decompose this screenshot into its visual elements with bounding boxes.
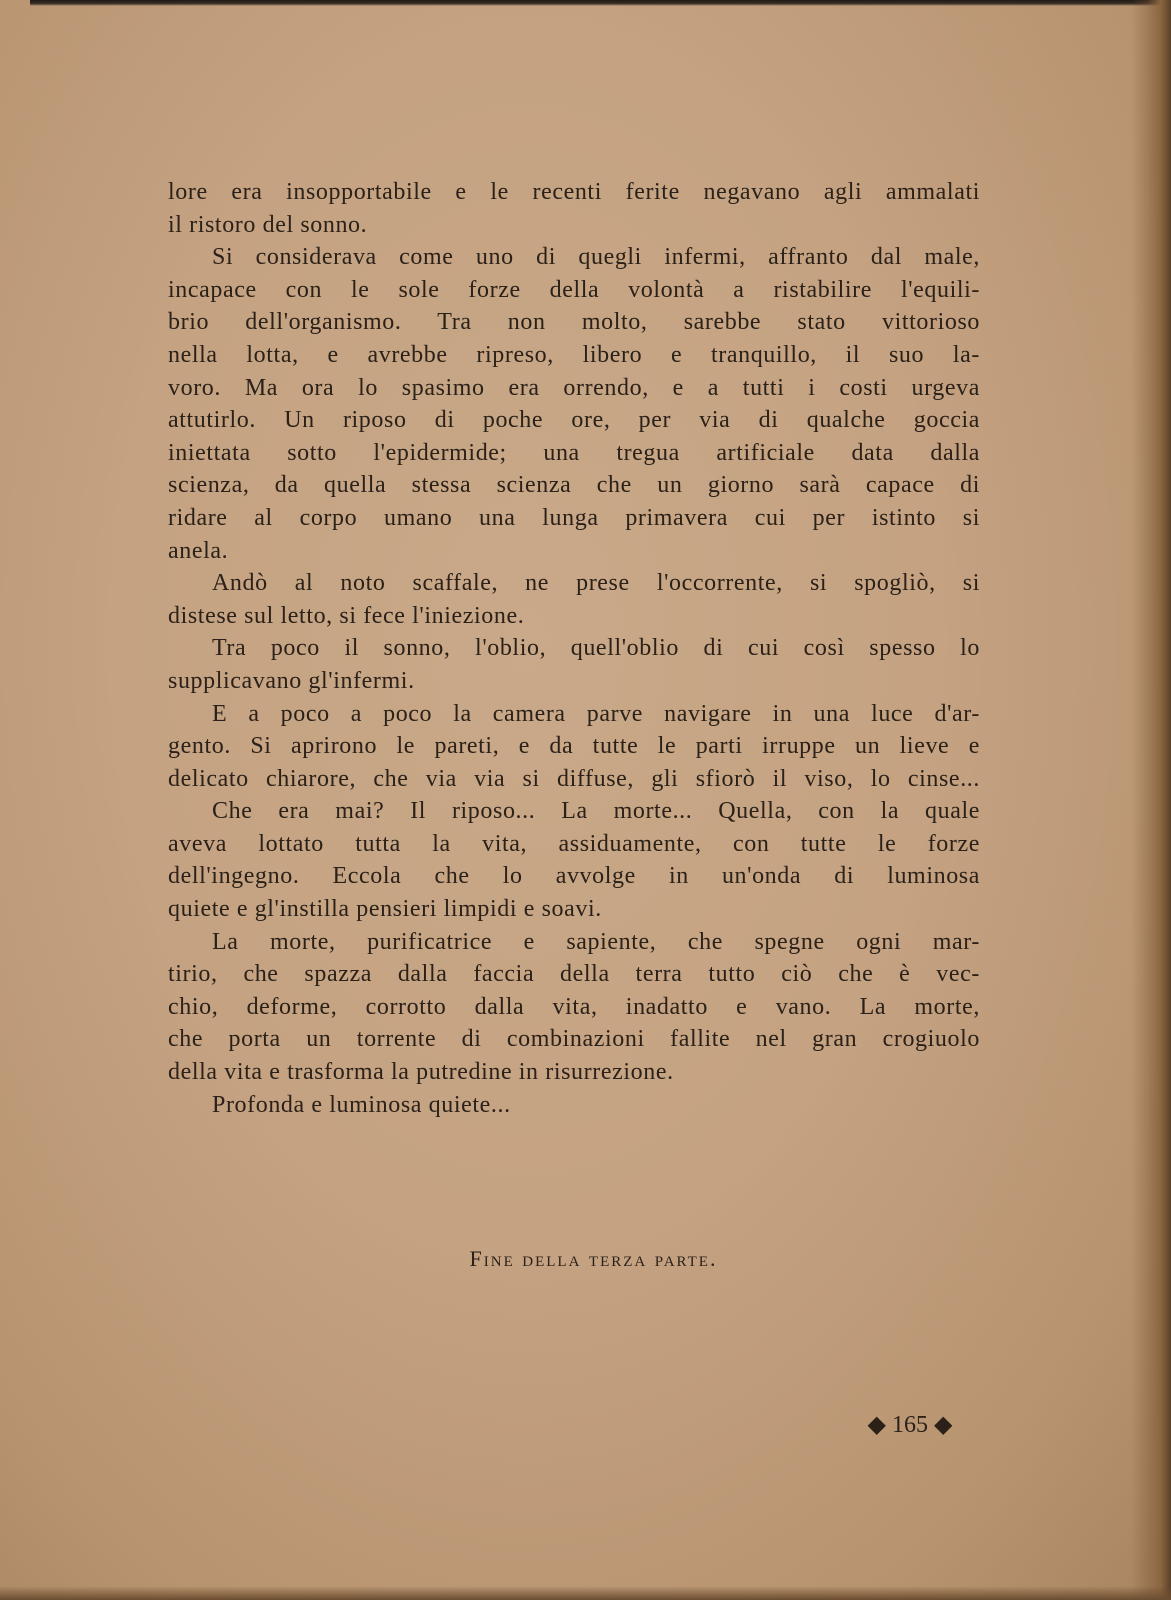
section-end-title: Fine della terza parte.: [469, 1246, 718, 1271]
text-line: delicato chiarore, che via via si diffuse, gli sfiorò il viso, lo cinse...: [168, 765, 980, 792]
text-line: incapace con le sole forze della volontà a ristabilire l'equili-: [168, 276, 980, 303]
text-line: chio, deforme, corrotto dalla vita, inadatto e vano. La morte,: [168, 993, 980, 1020]
text-line: dell'ingegno. Eccola che lo avvolge in un'onda di luminosa: [168, 863, 980, 890]
text-line: aveva lottato tutta la vita, assiduamente, con tutte le forze: [168, 830, 980, 857]
text-line: Tra poco il sonno, l'oblio, quell'oblio di cui così spesso lo: [212, 635, 980, 662]
text-line: nella lotta, e avrebbe ripreso, libero e tranquillo, il suo la-: [168, 341, 980, 368]
page-number: ◆ 165 ◆: [867, 1412, 953, 1438]
text-line: voro. Ma ora lo spasimo era orrendo, e a tutti i costi urgeva: [168, 374, 980, 401]
text-line: Si considerava come uno di quegli infermi, affranto dal male,: [212, 244, 980, 271]
text-line: attutirlo. Un riposo di poche ore, per via di qualche goccia: [168, 407, 980, 434]
text-line: anela.: [168, 537, 229, 564]
text-line: tirio, che spazza dalla faccia della terra tutto ciò che è vec-: [168, 961, 980, 988]
text-line: quiete e gl'instilla pensieri limpidi e soavi.: [168, 896, 602, 923]
text-line: distese sul letto, si fece l'iniezione.: [168, 602, 525, 629]
text-line: E a poco a poco la camera parve navigare in una luce d'ar-: [212, 700, 980, 727]
text-line: lore era insopportabile e le recenti ferite negavano agli ammalati: [168, 179, 980, 205]
text-line: iniettata sotto l'epidermide; una tregua artificiale data dalla: [168, 439, 980, 466]
text-line: della vita e trasforma la putredine in risurrezione.: [168, 1059, 674, 1086]
text-line: Andò al noto scaffale, ne prese l'occorrente, si spogliò, si: [212, 570, 980, 597]
text-line: supplicavano gl'infermi.: [168, 667, 415, 694]
text-line: scienza, da quella stessa scienza che un giorno sarà capace di: [168, 472, 980, 499]
page-right-edge-shadow: [1131, 0, 1171, 1600]
page-bottom-edge-shadow: [0, 1586, 1171, 1600]
page-top-edge-shadow: [30, 0, 1171, 6]
text-line: Profonda e luminosa quiete...: [212, 1091, 511, 1118]
text-line: La morte, purificatrice e sapiente, che spegne ogni mar-: [212, 928, 980, 955]
text-line: Che era mai? Il riposo... La morte... Quella, con la quale: [212, 798, 980, 825]
text-line: il ristoro del sonno.: [168, 211, 368, 238]
text-line: brio dell'organismo. Tra non molto, sarebbe stato vittorioso: [168, 309, 980, 336]
text-line: ridare al corpo umano una lunga primavera cui per istinto si: [168, 504, 980, 531]
text-line: gento. Si aprirono le pareti, e da tutte le parti irruppe un lieve e: [168, 733, 980, 760]
text-line: che porta un torrente di combinazioni fallite nel gran crogiuolo: [168, 1026, 980, 1053]
body-text: [168, 176, 980, 1121]
